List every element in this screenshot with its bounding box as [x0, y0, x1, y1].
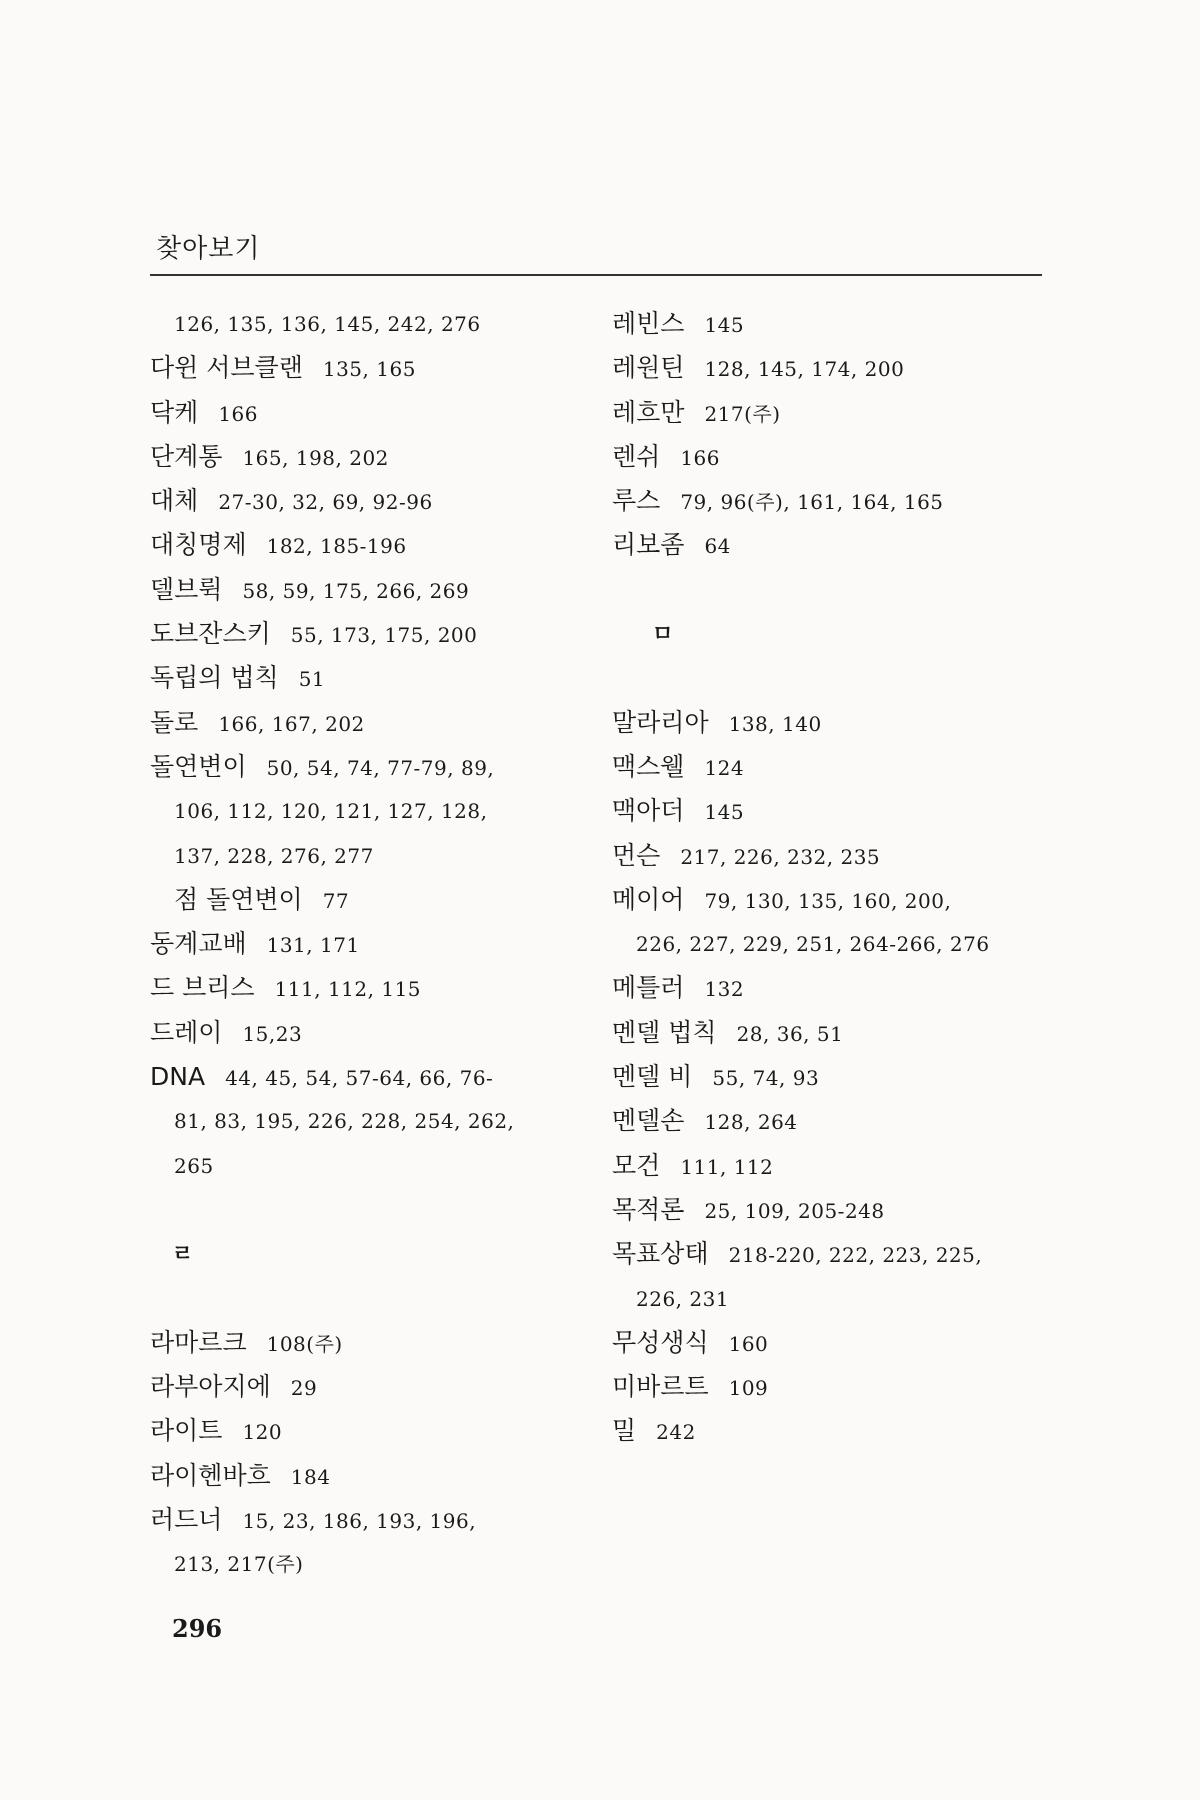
page-references: 184 [290, 1464, 331, 1489]
index-entry [612, 1365, 1052, 1409]
page-references: 126, 135, 136, 145, 242, 276 [174, 312, 481, 336]
index-term: 독립의 법칙 [150, 663, 279, 693]
index-column-left [150, 302, 590, 1587]
index-entry [612, 1099, 1052, 1143]
index-term: 돌연변이 [150, 751, 247, 781]
blank-line [150, 1277, 590, 1321]
page-references: 79, 130, 135, 160, 200, [704, 888, 952, 913]
index-entry [150, 479, 590, 523]
index-entry [612, 346, 1052, 390]
index-entry-continuation [150, 1144, 590, 1188]
page-references: 111, 112, 115 [274, 977, 422, 1002]
index-term: 레흐만 [612, 397, 685, 427]
index-entry-continuation [150, 1542, 590, 1586]
index-entry [612, 1232, 1052, 1276]
index-entry [612, 1188, 1052, 1232]
index-entry [150, 391, 590, 435]
index-entry [150, 568, 590, 612]
index-entry-continuation [150, 1099, 590, 1143]
index-term: 라이헨바흐 [150, 1460, 271, 1490]
index-term: DNA [150, 1062, 206, 1092]
index-term: 렌쉬 [612, 441, 661, 471]
page-references: 182, 185-196 [266, 534, 407, 559]
page-references: 28, 36, 51 [736, 1021, 844, 1046]
index-entry [612, 834, 1052, 878]
index-entry [612, 966, 1052, 1010]
index-entry [150, 1011, 590, 1055]
index-entry [150, 966, 590, 1010]
index-term: 점 돌연변이 [174, 884, 303, 914]
index-term: 다윈 서브클랜 [150, 353, 303, 383]
index-entry [150, 1498, 590, 1542]
page-references: 131, 171 [266, 933, 360, 958]
index-entry [150, 922, 590, 966]
page-references: 145 [704, 800, 745, 825]
index-term: 대체 [150, 486, 199, 516]
index-column-right [612, 302, 1052, 1454]
section-heading [150, 1232, 590, 1276]
index-term: 멘델 법칙 [612, 1017, 717, 1047]
page-references: 135, 165 [322, 357, 416, 382]
index-entry [150, 1321, 590, 1365]
index-entry-continuation [612, 922, 1052, 966]
index-term: 메틀러 [612, 973, 685, 1003]
page-references: 29 [290, 1376, 318, 1401]
page-references: 79, 96(주), 161, 164, 165 [680, 490, 944, 515]
page-references: 132 [704, 977, 745, 1002]
index-term: 리보좀 [612, 530, 685, 560]
index-entry [150, 701, 590, 745]
page-references: 50, 54, 74, 77-79, 89, [266, 755, 495, 780]
page-header [150, 228, 1042, 276]
index-entry [150, 1409, 590, 1453]
section-letter: ㅁ [652, 622, 674, 648]
index-entry [612, 1409, 1052, 1453]
index-entry [150, 1055, 590, 1099]
page-references: 160 [728, 1331, 769, 1356]
page-references: 55, 173, 175, 200 [290, 623, 478, 648]
page-references: 265 [174, 1153, 214, 1178]
index-entry [150, 612, 590, 656]
index-entry [612, 1321, 1052, 1365]
index-entry [150, 523, 590, 567]
page-references: 217, 226, 232, 235 [680, 844, 881, 869]
page-references: 226, 227, 229, 251, 264-266, 276 [636, 932, 990, 957]
index-term: 델브뤽 [150, 574, 223, 604]
index-entry-continuation [150, 878, 590, 922]
index-term: 돌로 [150, 707, 199, 737]
index-entry-continuation [612, 1277, 1052, 1321]
blank-line [150, 1188, 590, 1232]
page-references: 166 [218, 401, 258, 426]
index-entry-continuation [150, 789, 590, 833]
page-references: 25, 109, 205-248 [704, 1198, 885, 1223]
page-references: 109 [728, 1376, 769, 1401]
index-term: 밀 [612, 1416, 637, 1446]
page-references: 226, 231 [636, 1286, 730, 1311]
index-term: 라이트 [150, 1416, 223, 1446]
page-references: 124 [704, 755, 745, 780]
page-number: 296 [172, 1614, 223, 1643]
index-term: 메이어 [612, 884, 685, 914]
index-entry [612, 745, 1052, 789]
index-term: 라부아지에 [150, 1372, 271, 1402]
index-term: 라마르크 [150, 1327, 247, 1357]
page-references: 128, 145, 174, 200 [704, 357, 905, 382]
index-entry [612, 789, 1052, 833]
index-entry [612, 523, 1052, 567]
index-term: 먼슨 [612, 840, 661, 870]
page-references: 138, 140 [728, 711, 822, 736]
page-references: 15, 23, 186, 193, 196, [242, 1509, 477, 1534]
index-entry [612, 302, 1052, 346]
index-entry-continuation [150, 302, 590, 346]
index-term: 동계교배 [150, 929, 247, 959]
index-term: 모건 [612, 1150, 661, 1180]
index-term: 맥아더 [612, 796, 685, 826]
index-entry [150, 1454, 590, 1498]
page-references: 137, 228, 276, 277 [174, 843, 374, 868]
page-references: 218-220, 222, 223, 225, [728, 1243, 983, 1268]
page-references: 51 [298, 667, 326, 692]
index-term: 단계통 [150, 441, 223, 471]
page-references: 111, 112 [680, 1154, 774, 1179]
page-references: 77 [322, 888, 350, 913]
index-term: 레원틴 [612, 353, 685, 383]
page-references: 242 [656, 1420, 696, 1445]
index-entry [612, 878, 1052, 922]
index-entry [150, 745, 590, 789]
index-term: 무성생식 [612, 1327, 709, 1357]
index-term: 드 브리스 [150, 973, 255, 1003]
page-references: 217(주) [704, 401, 781, 426]
page-references: 213, 217(주) [174, 1552, 304, 1577]
page-references: 27-30, 32, 69, 92-96 [218, 490, 433, 515]
index-entry [612, 479, 1052, 523]
page-references: 165, 198, 202 [242, 445, 389, 470]
index-term: 목표상태 [612, 1239, 709, 1269]
page-references: 106, 112, 120, 121, 127, 128, [174, 799, 488, 824]
index-entry [150, 1365, 590, 1409]
page-references: 81, 83, 195, 226, 228, 254, 262, [174, 1109, 515, 1134]
blank-line [612, 568, 1052, 612]
page-references: 166 [680, 445, 720, 470]
page-references: 55, 74, 93 [712, 1066, 820, 1091]
index-term: 멘델 비 [612, 1062, 693, 1092]
page-references: 128, 264 [704, 1110, 798, 1135]
index-term: 레빈스 [612, 309, 685, 338]
index-entry [612, 391, 1052, 435]
page-references: 120 [242, 1420, 283, 1445]
index-term: 맥스웰 [612, 751, 685, 781]
index-term: 루스 [612, 486, 661, 516]
page-title: 찾아보기 [156, 234, 261, 264]
section-heading [612, 612, 1052, 656]
page-references: 58, 59, 175, 266, 269 [242, 578, 470, 603]
page-references: 44, 45, 54, 57-64, 66, 76- [225, 1066, 494, 1091]
index-entry [150, 435, 590, 479]
page-references: 166, 167, 202 [218, 711, 365, 736]
index-term: 대칭명제 [150, 530, 247, 560]
index-entry [150, 346, 590, 390]
index-term: 도브잔스키 [150, 619, 271, 649]
index-entry-continuation [150, 834, 590, 878]
page-references: 15,23 [242, 1021, 303, 1046]
section-letter: ㄹ [172, 1242, 194, 1268]
blank-line [612, 656, 1052, 700]
index-entry [612, 435, 1052, 479]
index-term: 미바르트 [612, 1372, 709, 1402]
index-term: 멘델손 [612, 1106, 685, 1136]
index-entry [612, 1055, 1052, 1099]
page-references: 145 [704, 313, 745, 337]
index-entry [612, 1144, 1052, 1188]
index-term: 러드너 [150, 1505, 223, 1535]
index-entry [612, 1011, 1052, 1055]
index-entry [612, 701, 1052, 745]
index-term: 말라리아 [612, 707, 709, 737]
index-term: 드레이 [150, 1017, 223, 1047]
page-references: 64 [704, 534, 731, 559]
index-entry [150, 656, 590, 700]
index-term: 닥케 [150, 397, 199, 427]
index-term: 목적론 [612, 1194, 685, 1224]
page-references: 108(주) [266, 1331, 343, 1356]
